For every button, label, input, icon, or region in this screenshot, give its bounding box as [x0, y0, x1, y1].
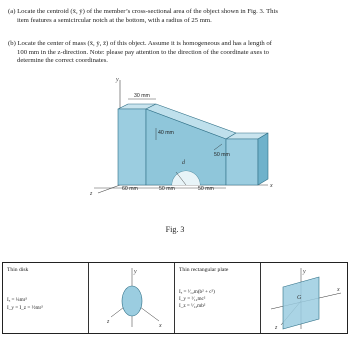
dim-notch-diameter: d	[182, 160, 185, 166]
plate-axis-x: x	[337, 287, 340, 293]
dim-step-height: 40 mm	[158, 130, 174, 136]
dim-bottom-left: 60 mm	[122, 186, 138, 192]
thin-plate-shape	[283, 277, 319, 329]
dim-side-height: 50 mm	[214, 152, 230, 158]
figure-caption: Fig. 3	[165, 225, 185, 234]
x-axis-label: x	[270, 183, 273, 189]
z-axis	[98, 185, 120, 193]
thin-disk-shape	[122, 286, 142, 316]
thin-plate-formulas-cell	[175, 263, 261, 333]
thin-plate-formula-iz: I_z = ¹⁄₁₂mb²	[179, 303, 206, 309]
plate-axis-z: z	[275, 325, 278, 331]
thin-plate-diagram-cell	[261, 263, 347, 333]
plate-axis-y: y	[303, 269, 306, 275]
dim-bottom-mid: 50 mm	[159, 186, 175, 192]
plate-center-g: G	[297, 295, 302, 301]
thin-disk-diagram-cell	[89, 263, 175, 333]
face-front-left	[118, 109, 146, 185]
z-axis-label: z	[90, 191, 93, 197]
thin-disk-diagram	[89, 263, 175, 333]
dim-top-width: 30 mm	[134, 93, 150, 99]
dim-bottom-right: 50 mm	[198, 186, 214, 192]
question-a-line-1: (a) Locate the centroid (x̄, ȳ) of the member’s cross-sectional area of the object shown in Fig. 3. This	[8, 8, 278, 15]
thin-disk-formula-iy: I_y = I_z = ½mr²	[7, 305, 43, 311]
thin-plate-formula-ix: Iₓ = ¹⁄₁₂m(b² + c²)	[179, 289, 215, 295]
question-b-line-2: 100 mm in the z-direction. Note: please pay attention to the direction of the coordinate axes to	[17, 48, 270, 56]
question-b	[8, 40, 342, 66]
question-b-line-3: determine the correct coordinates.	[17, 57, 108, 65]
thin-disk-formulas-cell	[3, 263, 89, 333]
question-a	[8, 8, 342, 25]
mass-moments-table	[2, 262, 348, 334]
y-axis-label: y	[116, 77, 119, 83]
object-body	[118, 104, 268, 185]
face-side-right	[258, 133, 268, 185]
thin-disk-formula-ix: Iₓ = ¼mr²	[7, 297, 27, 303]
thin-plate-formula-iy: I_y = ¹⁄₁₂mc²	[179, 296, 206, 302]
disk-axis-x: x	[159, 323, 162, 329]
thin-plate-diagram	[261, 263, 347, 333]
question-a-line-2: item features a semicircular notch at the bottom, with a radius of 25 mm.	[17, 16, 212, 24]
disk-axis-y: y	[134, 269, 137, 275]
thin-disk-title: Thin disk	[7, 267, 29, 273]
thin-plate-title: Thin rectangular plate	[179, 267, 229, 273]
disk-axis-z: z	[107, 319, 110, 325]
question-b-line-1: (b) Locate the center of mass (x̄, ȳ, z̄) of this object. Assume it is homogeneous and has a length of	[8, 40, 272, 47]
face-front-right	[226, 139, 258, 185]
